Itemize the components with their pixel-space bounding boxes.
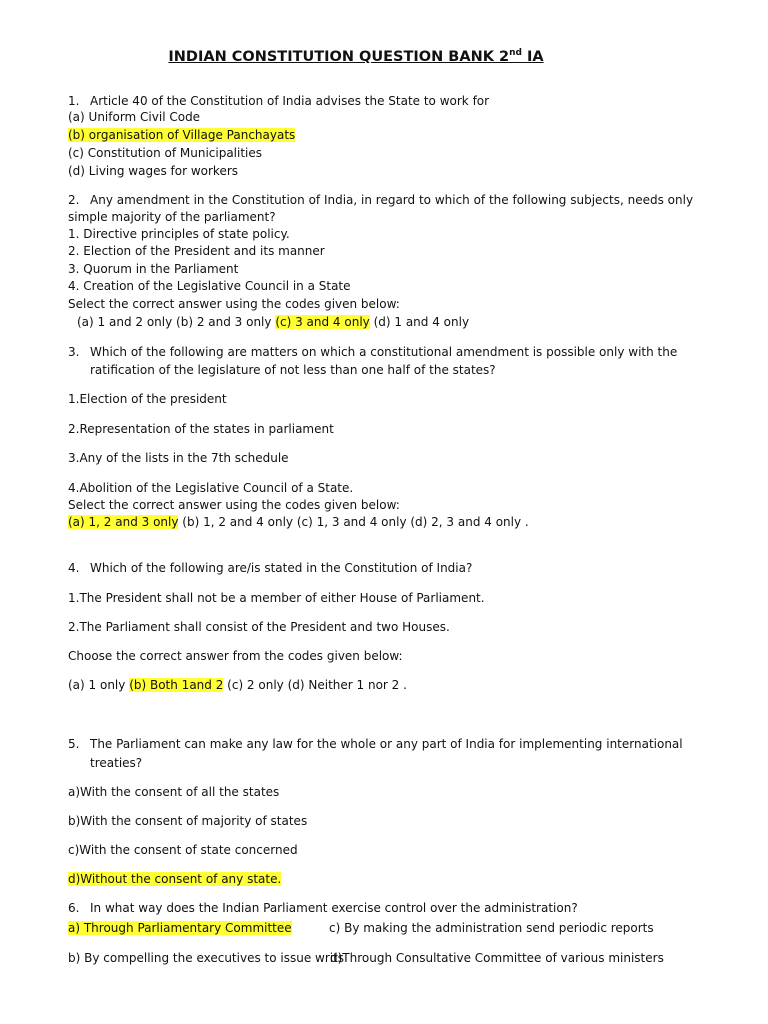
question-number: 3.	[68, 345, 80, 359]
question-1	[68, 94, 489, 109]
page-title	[0, 48, 712, 65]
answer-text: (b) 1, 2 and 4 only (c) 1, 3 and 4 only (d) 2, 3 and 4 only .	[178, 515, 529, 529]
list-item: 1.The President shall not be a member of either House of Parliament.	[68, 591, 485, 605]
title-suffix: IA	[521, 49, 544, 65]
list-item: 3.Any of the lists in the 7th schedule	[68, 451, 289, 465]
option: c)With the consent of state concerned	[68, 843, 298, 857]
option: (d) Living wages for workers	[68, 164, 239, 178]
option: c) By making the administration send periodic reports	[329, 921, 654, 935]
select-instruction: Select the correct answer using the codes given below:	[68, 498, 400, 512]
question-number: 2.	[68, 193, 80, 207]
list-item: 4. Creation of the Legislative Council in a State	[68, 279, 351, 293]
question-6	[68, 901, 578, 916]
option: a)With the consent of all the states	[68, 785, 280, 799]
question-number: 5.	[68, 737, 80, 751]
question-text-cont: simple majority of the parliament?	[68, 210, 276, 224]
question-text: Which of the following are matters on which a constitutional amendment is possible only with the	[90, 345, 678, 359]
question-text: The Parliament can make any law for the whole or any part of India for implementing international	[90, 737, 683, 751]
option: b) By compelling the executives to issue writs	[68, 951, 345, 965]
answer-text: (d) 1 and 4 only	[369, 315, 470, 329]
question-2	[68, 193, 693, 208]
answer-line	[68, 515, 529, 530]
question-5	[68, 737, 683, 752]
question-number: 6.	[68, 901, 80, 915]
question-text: In what way does the Indian Parliament exercise control over the administration?	[90, 901, 578, 915]
list-item: 1. Directive principles of state policy.	[68, 227, 290, 241]
question-text: Article 40 of the Constitution of India advises the State to work for	[90, 94, 490, 108]
highlighted-answer: a) Through Parliamentary Committee	[68, 921, 292, 935]
option: b)With the consent of majority of states	[68, 814, 308, 828]
select-instruction: Select the correct answer using the codes given below:	[68, 297, 400, 311]
list-item: 4.Abolition of the Legislative Council of a State.	[68, 481, 354, 495]
list-item: 2.The Parliament shall consist of the President and two Houses.	[68, 620, 450, 634]
highlighted-answer: (b) organisation of Village Panchayats	[68, 128, 296, 142]
highlighted-answer: d)Without the consent of any state.	[68, 872, 282, 886]
list-item: 2. Election of the President and its manner	[68, 244, 325, 258]
answer-text: (a) 1 and 2 only (b) 2 and 3 only	[77, 315, 276, 329]
question-text: Which of the following are/is stated in the Constitution of India?	[90, 561, 473, 575]
highlighted-answer: (c) 3 and 4 only	[275, 315, 370, 329]
answer-text: (c) 2 only (d) Neither 1 nor 2 .	[223, 678, 407, 692]
highlighted-answer: (b) Both 1and 2	[129, 678, 224, 692]
question-text-cont: ratification of the legislature of not less than one half of the states?	[90, 363, 496, 377]
answer-line	[77, 315, 469, 330]
list-item: 2.Representation of the states in parliament	[68, 422, 334, 436]
question-number: 4.	[68, 561, 80, 575]
option-answer	[68, 921, 292, 936]
question-4	[68, 561, 472, 576]
choose-instruction: Choose the correct answer from the codes given below:	[68, 649, 403, 663]
title-superscript: nd	[509, 48, 522, 58]
option: (a) Uniform Civil Code	[68, 110, 201, 124]
option: d)Through Consultative Committee of various ministers	[330, 951, 664, 965]
question-3	[68, 345, 677, 360]
option-answer	[68, 872, 281, 887]
question-text-cont: treaties?	[90, 756, 143, 770]
title-main: INDIAN CONSTITUTION QUESTION BANK 2	[168, 49, 510, 65]
answer-line	[68, 678, 407, 693]
option: (c) Constitution of Municipalities	[68, 146, 263, 160]
answer-text: (a) 1 only	[68, 678, 130, 692]
option-answer	[68, 128, 295, 143]
question-text: Any amendment in the Constitution of India, in regard to which of the following subjects, needs only	[90, 193, 694, 207]
list-item: 1.Election of the president	[68, 392, 227, 406]
question-number: 1.	[68, 94, 80, 108]
highlighted-answer: (a) 1, 2 and 3 only	[68, 515, 179, 529]
list-item: 3. Quorum in the Parliament	[68, 262, 239, 276]
